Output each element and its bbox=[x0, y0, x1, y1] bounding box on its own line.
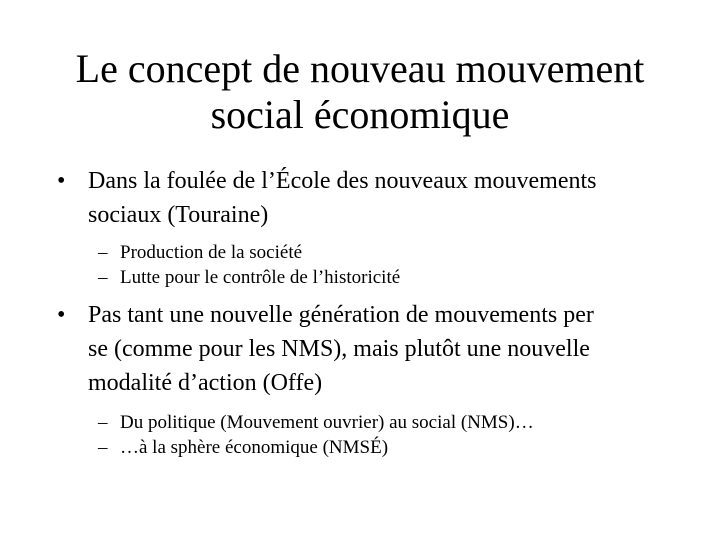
bullet-line: Dans la foulée de l’École des nouveaux mouvements bbox=[88, 168, 597, 194]
dash-icon: – bbox=[98, 412, 108, 433]
dash-icon: – bbox=[98, 267, 108, 288]
bullet-icon: • bbox=[57, 302, 66, 328]
sub-item-text: Lutte pour le contrôle de l’historicité bbox=[120, 267, 401, 288]
slide-content bbox=[54, 164, 694, 460]
bullet-line: modalité d’action (Offe) bbox=[88, 370, 323, 396]
sub-item-text: Production de la société bbox=[120, 242, 303, 263]
sub-item bbox=[54, 435, 694, 460]
bullet-icon: • bbox=[57, 168, 66, 194]
sub-item bbox=[54, 410, 694, 435]
sub-item bbox=[54, 265, 694, 290]
title-line-1: Le concept de nouveau mouvement bbox=[75, 46, 645, 91]
sub-list-2 bbox=[54, 410, 694, 460]
bullet-item-1 bbox=[54, 164, 694, 232]
sub-item-text: Du politique (Mouvement ouvrier) au social (NMS)… bbox=[120, 412, 534, 433]
dash-icon: – bbox=[98, 242, 108, 263]
bullet-item-2 bbox=[54, 298, 694, 400]
dash-icon: – bbox=[98, 437, 108, 458]
sub-list-1 bbox=[54, 240, 694, 290]
slide-title bbox=[0, 46, 720, 138]
title-line-2: social économique bbox=[210, 92, 510, 137]
bullet-line: Pas tant une nouvelle génération de mouvements per bbox=[88, 302, 594, 328]
bullet-line: sociaux (Touraine) bbox=[88, 202, 269, 228]
sub-item-text: …à la sphère économique (NMSÉ) bbox=[120, 437, 389, 458]
sub-item bbox=[54, 240, 694, 265]
bullet-line: se (comme pour les NMS), mais plutôt une nouvelle bbox=[88, 336, 590, 362]
